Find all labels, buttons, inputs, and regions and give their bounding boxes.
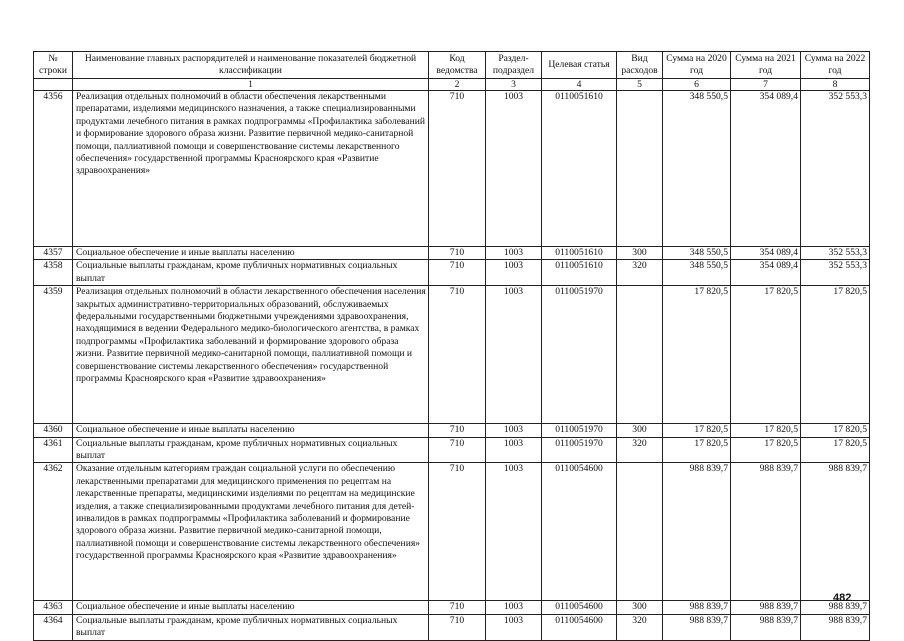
- row-section: 1003: [486, 614, 542, 640]
- budget-table: [33, 51, 870, 641]
- row-sum-2020: 988 839,7: [663, 463, 731, 601]
- row-sum-2020: 17 820,5: [663, 437, 731, 463]
- row-sum-2022: 988 839,7: [801, 601, 870, 614]
- row-code: 710: [429, 424, 486, 437]
- row-sum-2021: 354 089,4: [731, 247, 801, 260]
- row-num: 4361: [34, 437, 73, 463]
- row-name: Реализация отдельных полномочий в области обеспечения лекарственными препаратами, изделиями медицинского назначения, а также специализированными продуктами лечебного питания в рамках подпрограммы «Профилактика заболеваний и формирование здорового образа жизни. Развитие первичной медико-санитарной помощи, паллиативной помощи и совершенствование системы лекарственного обеспечения» государственной программы Красноярского края «Развитие здравоохранения»: [73, 91, 429, 247]
- row-section: 1003: [486, 601, 542, 614]
- colnum-blank: [34, 79, 73, 91]
- row-num: 4363: [34, 601, 73, 614]
- row-section: 1003: [486, 424, 542, 437]
- row-type: 320: [617, 614, 663, 640]
- row-code: 710: [429, 601, 486, 614]
- row-target: 0110051610: [542, 260, 617, 286]
- row-target: 0110051610: [542, 247, 617, 260]
- row-code: 710: [429, 614, 486, 640]
- row-target: 0110051970: [542, 437, 617, 463]
- row-sum-2021: 988 839,7: [731, 614, 801, 640]
- table-body: [34, 91, 870, 641]
- row-sum-2022: 17 820,5: [801, 424, 870, 437]
- row-type: [617, 91, 663, 247]
- row-num: 4360: [34, 424, 73, 437]
- header-section: Раздел-подраздел: [486, 52, 542, 79]
- table-row: [34, 614, 870, 640]
- row-target: 0110051970: [542, 286, 617, 424]
- row-name: Социальные выплаты гражданам, кроме публичных нормативных социальных выплат: [73, 437, 429, 463]
- row-sum-2021: 17 820,5: [731, 437, 801, 463]
- header-num: № строки: [34, 52, 73, 79]
- row-sum-2022: 352 553,3: [801, 91, 870, 247]
- row-code: 710: [429, 260, 486, 286]
- row-sum-2020: 988 839,7: [663, 601, 731, 614]
- row-code: 710: [429, 463, 486, 601]
- table-row: [34, 91, 870, 247]
- row-name: Социальное обеспечение и иные выплаты населению: [73, 247, 429, 260]
- row-code: 710: [429, 91, 486, 247]
- row-sum-2021: 988 839,7: [731, 601, 801, 614]
- header-type: Вид расходов: [617, 52, 663, 79]
- row-sum-2020: 348 550,5: [663, 247, 731, 260]
- row-target: 0110054600: [542, 614, 617, 640]
- row-sum-2021: 354 089,4: [731, 260, 801, 286]
- header-row: [34, 52, 870, 79]
- row-num: 4358: [34, 260, 73, 286]
- row-target: 0110054600: [542, 601, 617, 614]
- row-sum-2020: 348 550,5: [663, 260, 731, 286]
- row-name: Социальные выплаты гражданам, кроме публичных нормативных социальных выплат: [73, 614, 429, 640]
- header-sum-2020: Сумма на 2020 год: [663, 52, 731, 79]
- row-num: 4364: [34, 614, 73, 640]
- row-name: Реализация отдельных полномочий в области лекарственного обеспечения населения закрытых административно-территориальных образований, обслуживаемых федеральными государственными бюджетными учреждениями здравоохранения, находящимися в ведении Федерального медико-биологического агентства, в рамках подпрограммы «Профилактика заболеваний и формирование здорового образа жизни. Развитие первичной медико-санитарной помощи, паллиативной помощи и совершенствование системы лекарственного обеспечения» государственной программы Красноярского края «Развитие здравоохранения»: [73, 286, 429, 424]
- colnum-1: 1: [73, 79, 429, 91]
- row-sum-2020: 348 550,5: [663, 91, 731, 247]
- page-number: 482: [833, 592, 852, 604]
- row-num: 4362: [34, 463, 73, 601]
- row-sum-2021: 17 820,5: [731, 286, 801, 424]
- colnum-5: 5: [617, 79, 663, 91]
- row-code: 710: [429, 247, 486, 260]
- row-type: 300: [617, 247, 663, 260]
- row-sum-2021: 354 089,4: [731, 91, 801, 247]
- colnum-7: 7: [731, 79, 801, 91]
- row-sum-2020: 17 820,5: [663, 286, 731, 424]
- row-section: 1003: [486, 247, 542, 260]
- row-code: 710: [429, 286, 486, 424]
- row-type: [617, 286, 663, 424]
- row-target: 0110054600: [542, 463, 617, 601]
- row-target: 0110051970: [542, 424, 617, 437]
- row-num: 4359: [34, 286, 73, 424]
- colnum-3: 3: [486, 79, 542, 91]
- row-sum-2021: 988 839,7: [731, 463, 801, 601]
- row-code: 710: [429, 437, 486, 463]
- table-row: [34, 463, 870, 601]
- row-sum-2020: 17 820,5: [663, 424, 731, 437]
- row-sum-2022: 17 820,5: [801, 286, 870, 424]
- header-target: Целевая статья: [542, 52, 617, 79]
- table-row: [34, 286, 870, 424]
- header-name: Наименование главных распорядителей и наименование показателей бюджетной классификации: [73, 52, 429, 79]
- row-sum-2022: 352 553,3: [801, 247, 870, 260]
- row-sum-2022: 352 553,3: [801, 260, 870, 286]
- header-sum-2022: Сумма на 2022 год: [801, 52, 870, 79]
- row-name: Оказание отдельным категориям граждан социальной услуги по обеспечению лекарственными препаратами для медицинского применения по рецептам на лекарственные препараты, медицинскими изделиями по рецептам на медицинские изделия, а также специализированными продуктами лечебного питания для детей-инвалидов в рамках подпрограммы «Профилактика заболеваний и формирование здорового образа жизни. Развитие первичной медико-санитарной помощи, паллиативной помощи и совершенствование системы лекарственного обеспечения» государственной программы Красноярского края «Развитие здравоохранения»: [73, 463, 429, 601]
- row-num: 4357: [34, 247, 73, 260]
- table-row: [34, 437, 870, 463]
- row-type: 320: [617, 437, 663, 463]
- row-type: 300: [617, 601, 663, 614]
- table-row: [34, 424, 870, 437]
- row-num: 4356: [34, 91, 73, 247]
- row-sum-2022: 988 839,7: [801, 463, 870, 601]
- row-sum-2022: 988 839,7: [801, 614, 870, 640]
- colnum-4: 4: [542, 79, 617, 91]
- row-sum-2022: 17 820,5: [801, 437, 870, 463]
- row-type: 320: [617, 260, 663, 286]
- table-row: [34, 260, 870, 286]
- table-row: [34, 601, 870, 614]
- row-target: 0110051610: [542, 91, 617, 247]
- row-section: 1003: [486, 91, 542, 247]
- row-section: 1003: [486, 260, 542, 286]
- row-type: 300: [617, 424, 663, 437]
- row-section: 1003: [486, 437, 542, 463]
- header-code: Код ведомства: [429, 52, 486, 79]
- row-type: [617, 463, 663, 601]
- colnum-8: 8: [801, 79, 870, 91]
- row-name: Социальное обеспечение и иные выплаты населению: [73, 424, 429, 437]
- row-name: Социальные выплаты гражданам, кроме публичных нормативных социальных выплат: [73, 260, 429, 286]
- header-sum-2021: Сумма на 2021 год: [731, 52, 801, 79]
- colnum-2: 2: [429, 79, 486, 91]
- row-section: 1003: [486, 286, 542, 424]
- table-row: [34, 247, 870, 260]
- column-number-row: [34, 79, 870, 91]
- row-name: Социальное обеспечение и иные выплаты населению: [73, 601, 429, 614]
- colnum-6: 6: [663, 79, 731, 91]
- row-sum-2021: 17 820,5: [731, 424, 801, 437]
- row-sum-2020: 988 839,7: [663, 614, 731, 640]
- row-section: 1003: [486, 463, 542, 601]
